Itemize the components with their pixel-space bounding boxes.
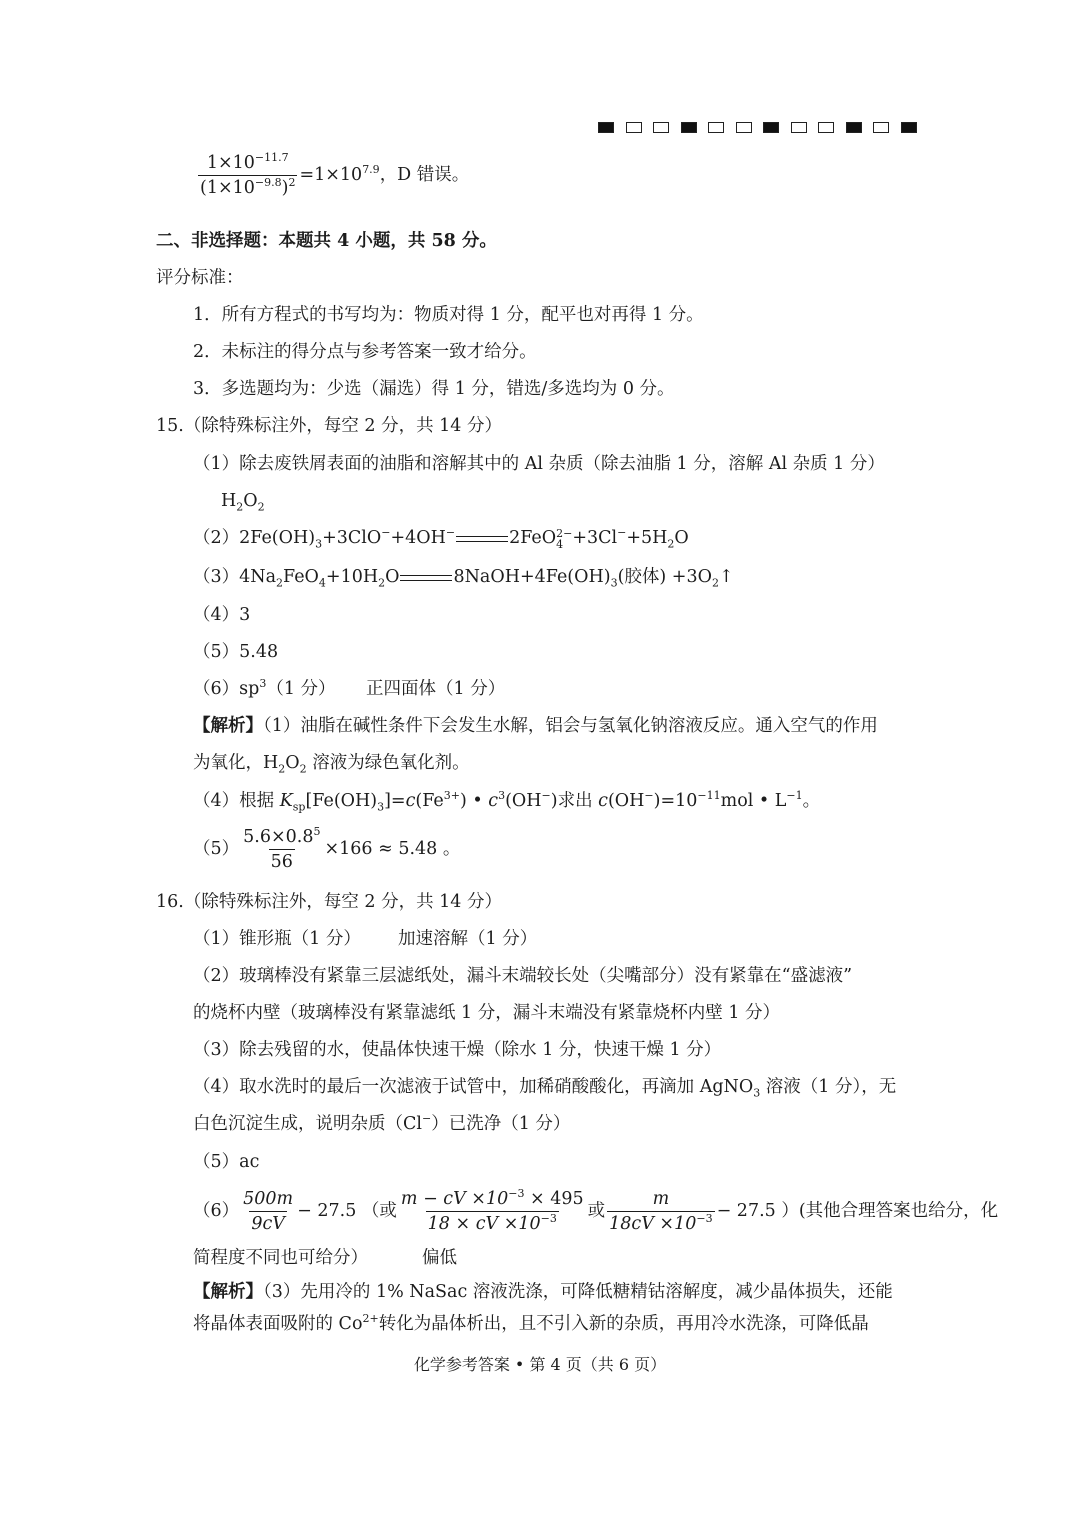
equals-arrow [456, 535, 508, 543]
marker-square-filled [681, 122, 697, 133]
fraction: $\frac{m - cV \times 10^{-3} \times 495}{18 \times cV \times 10^{-3}}$ [400, 1187, 584, 1234]
equals-arrow [400, 574, 452, 582]
q16-answer-6b: 简程度不同也可给分） [193, 1248, 368, 1268]
q16-answer-5: （5）ac [193, 1152, 260, 1172]
marker-square-empty [626, 122, 642, 133]
q15-answer-6: $(6)sp^3(1$ 分） [193, 677, 336, 699]
fraction: $\frac{1\times 10^{-11.7}}{(1\times 10^{-9.8})^2}$ [200, 151, 296, 198]
q15-explanation-1b: 为氧化，$H_2O_2$ 溶液为绿色氧化剂。 [193, 753, 470, 776]
fraction: $\frac{5.6\times 0.8^5}{56}$ [243, 825, 321, 872]
q16-answer-6-evaluation: 偏低 [422, 1248, 457, 1268]
q16-explanation-3: 【解析】（3）先用冷的 1% NaSac 溶液洗涤，可降低糖精钴溶解度，减少晶体损失，还能 [193, 1282, 893, 1302]
marker-square-empty [653, 122, 669, 133]
marker-square-empty [818, 122, 834, 133]
q15-explanation-4: （4）根据 $K_{sp}[Fe(OH)_3]=c(Fe^{3+})$ • $c^3(OH^-)$求出 $c(OH^-)=10^{-11}mol$ • $L^{-1}$。 [193, 789, 821, 814]
q16-answer-2b: 的烧杯内壁（玻璃棒没有紧靠滤纸 1 分，漏斗末端没有紧靠烧杯内壁 1 分） [193, 1003, 781, 1023]
marker-square-empty [873, 122, 889, 133]
q15-answer-5: （5）5.48 [193, 642, 279, 662]
q15-explanation-5: （5） $\frac{5.6\times 0.8^5}{56}$ ×166 ≈ 5.48 。 [193, 825, 461, 872]
q16-answer-4b: 白色沉淀生成，说明杂质（Cl−）已洗净（1 分） [193, 1112, 571, 1134]
q15-explanation-1: 【解析】（1）油脂在碱性条件下会发生水解，铝会与氢氧化钠溶液反应。通入空气的作用 [193, 716, 878, 736]
q16-heading: 16.（除特殊标注外，每空 2 分，共 14 分） [156, 892, 502, 912]
q15-heading: 15.（除特殊标注外，每空 2 分，共 14 分） [156, 416, 502, 436]
q16-answer-1: （1）锥形瓶（1 分） [193, 929, 361, 949]
marker-square-filled [846, 122, 862, 133]
marker-square-empty [708, 122, 724, 133]
marker-square-filled [598, 122, 614, 133]
continuation-formula: $\frac{1\times 10^{-11.7}}{(1\times 10^{-9.8})^2}$ $=1\times 10^{7.9}$，D 错误。 [200, 151, 470, 198]
marker-square-empty [791, 122, 807, 133]
marker-square-filled [763, 122, 779, 133]
marker-square-empty [736, 122, 752, 133]
criteria-item: 2．未标注的得分点与参考答案一致才给分。 [193, 342, 537, 362]
criteria-item: 3．多选题均为：少选（漏选）得 1 分，错选/多选均为 0 分。 [193, 379, 675, 399]
section-title: 二、非选择题：本题共 4 小题，共 58 分。 [156, 231, 497, 251]
q15-answer-3-equation: $(3)4Na_2FeO_4+10H_2O$ $8NaOH+4Fe(OH)_3$(胶体) $+3O_2↑$ [193, 567, 734, 590]
q16-answer-6: （6） $\frac{500m}{9cV}$ − 27.5 （或 $\frac{m - cV \times 10^{-3} \times 495}{18 \times cV \times 10^{-3}}$ 或 $\frac{m}{18cV \times 10^{-3}}$ − 27.5 ）(其他合理答案也给分，化 [193, 1187, 999, 1234]
criteria-label: 评分标准： [156, 268, 244, 288]
fraction: $\frac{m}{18cV \times 10^{-3}}$ [609, 1189, 713, 1234]
q15-answer-4: （4）3 [193, 605, 251, 625]
page-footer: 化学参考答案 • 第 4 页（共 6 页） [413, 1355, 667, 1374]
marker-square-filled [901, 122, 917, 133]
q16-answer-4: （4）取水洗时的最后一次滤液于试管中，加稀硝酸酸化，再滴加 AgNO$_3$ 溶液（1 分），无 [193, 1077, 897, 1100]
q16-answer-3: （3）除去残留的水，使晶体快速干燥（除水 1 分，快速干燥 1 分） [193, 1040, 722, 1060]
q15-answer-6-shape: 正四面体（1 分） [366, 679, 506, 699]
page-marker-squares [598, 122, 928, 136]
q15-answer-2-equation: $(2)2Fe(OH)_3+3ClO^-+4OH^-$ 2FeO 2− 4 $+3Cl^-+5H_2O$ [193, 526, 689, 551]
q16-answer-2: （2）玻璃棒没有紧靠三层滤纸处，漏斗末端较长处（尖嘴部分）没有紧靠在“盛滤液” [193, 966, 853, 986]
q16-explanation-3b: 将晶体表面吸附的 $Co^{2+}$转化为晶体析出，且不引入新的杂质，再用冷水洗涤，可降低晶 [193, 1312, 869, 1334]
fraction: $\frac{500m}{9cV}$ [243, 1189, 294, 1234]
criteria-item: 1．所有方程式的书写均为：物质对得 1 分，配平也对再得 1 分。 [193, 305, 704, 325]
q16-answer-1-second: 加速溶解（1 分） [398, 929, 538, 949]
q15-answer-1: （1）除去废铁屑表面的油脂和溶解其中的 Al 杂质（除去油脂 1 分，溶解 Al 杂质 1 分） [193, 454, 885, 474]
q15-answer-1-h2o2: $H_2O_2$ [221, 491, 265, 514]
